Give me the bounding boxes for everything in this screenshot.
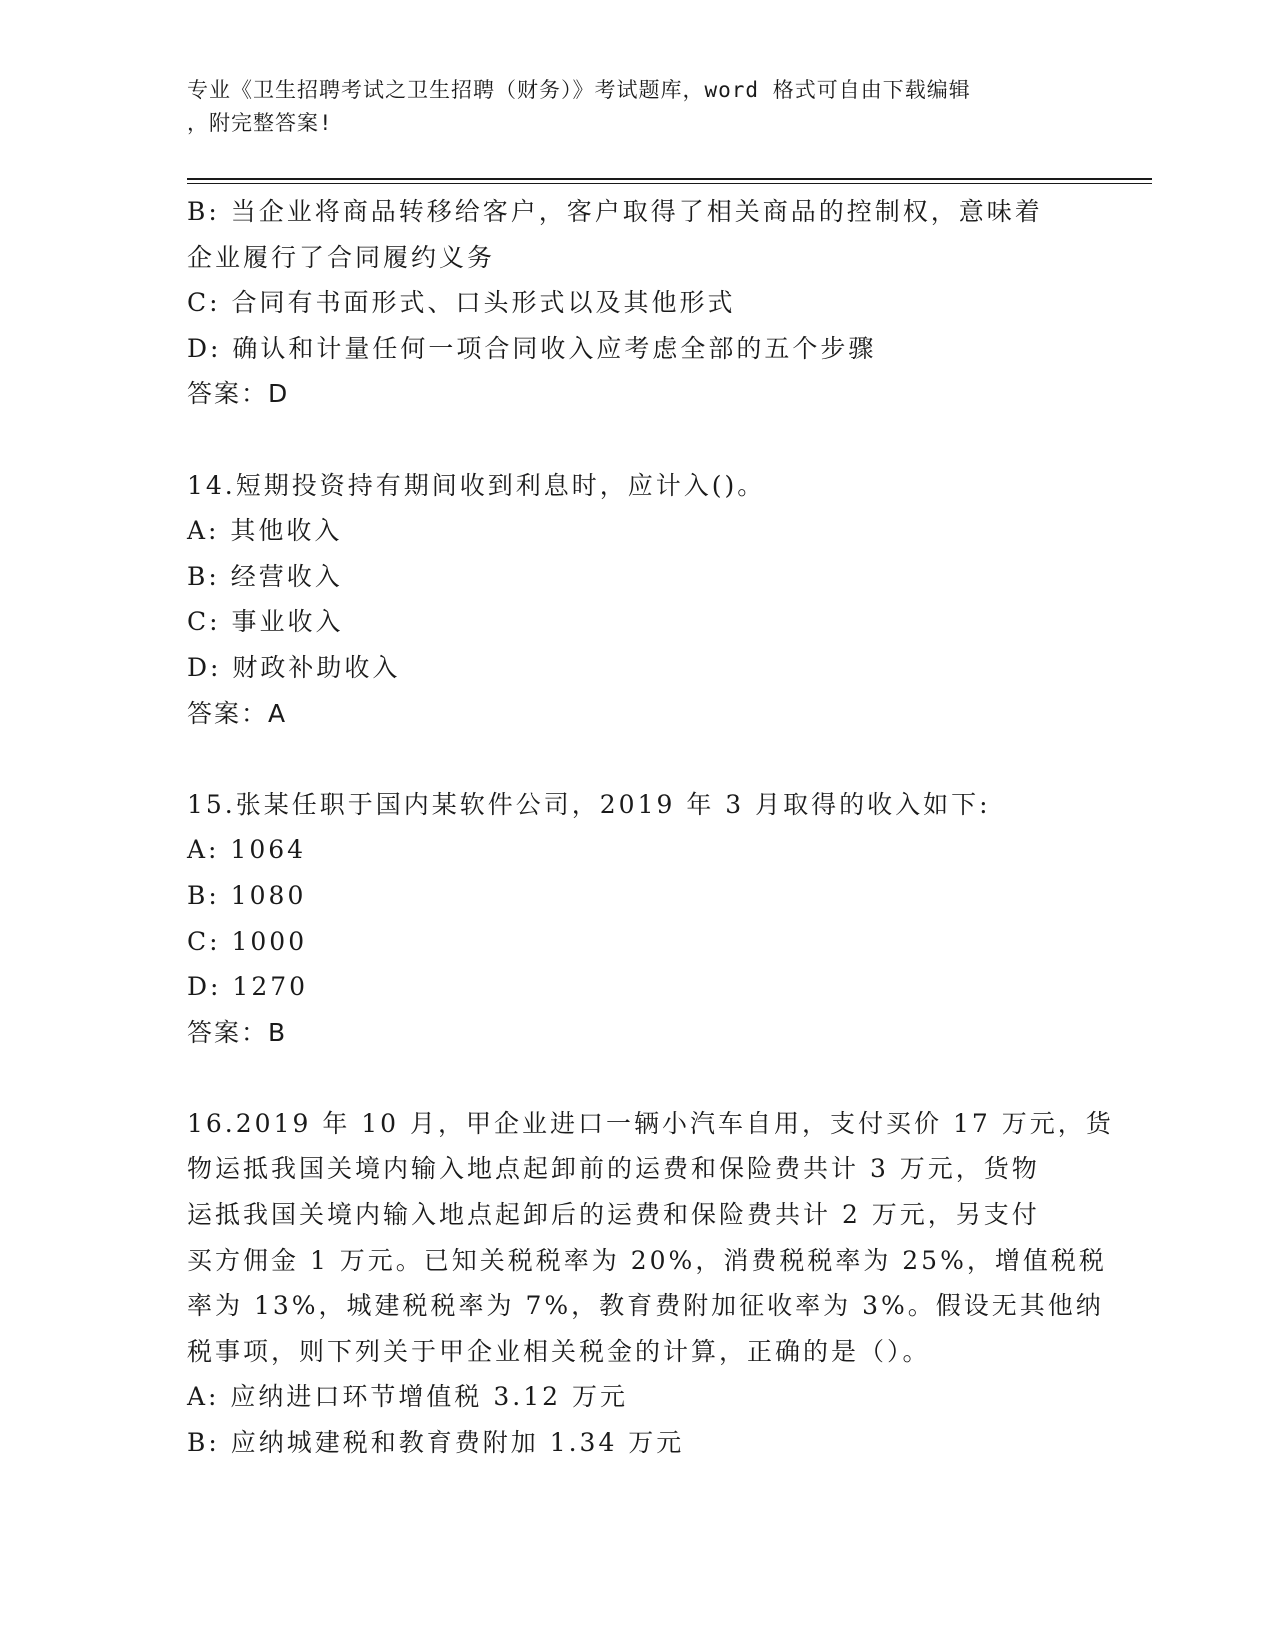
spacer: [187, 417, 1087, 463]
question-stem: 14.短期投资持有期间收到利息时，应计入()。: [187, 470, 766, 500]
question-stem-line: 买方佣金 1 万元。已知关税税率为 20%，消费税税率为 25%，增值税税: [187, 1245, 1107, 1275]
spacer: [187, 736, 1087, 782]
question-15: [187, 782, 1087, 1056]
question-stem-line: 率为 13%，城建税税率为 7%，教育费附加征收率为 3%。假设无其他纳: [187, 1291, 1104, 1321]
option-a: A: 其他收入: [187, 516, 343, 546]
option-b: B: 应纳城建税和教育费附加 1.34 万元: [187, 1428, 685, 1458]
answer-line: 答案：D: [187, 379, 290, 409]
header-divider-thick: [187, 178, 1152, 180]
answer-line: 答案：A: [187, 698, 288, 728]
header-subtitle-line: ，附完整答案!: [187, 111, 333, 135]
question-stem: 15.张某任职于国内某软件公司，2019 年 3 月取得的收入如下:: [187, 789, 991, 819]
option-b: B: 1080: [187, 880, 307, 910]
option-c: C: 事业收入: [187, 607, 344, 637]
option-b: B: 当企业将商品转移给客户，客户取得了相关商品的控制权，意味着: [187, 197, 1043, 226]
question-stem-line: 物运抵我国关境内输入地点起卸前的运费和保险费共计 3 万元，货物: [187, 1154, 1040, 1184]
document-header: [187, 74, 1087, 140]
option-a: A: 1064: [187, 835, 307, 865]
question-list: [187, 189, 1114, 1466]
question-stem-line: 运抵我国关境内输入地点起卸后的运费和保险费共计 2 万元，另支付: [187, 1200, 1040, 1230]
question-16: [187, 1101, 1114, 1466]
option-d: D: 确认和计量任何一项合同收入应考虑全部的五个步骤: [187, 333, 877, 363]
option-b-continued: 企业履行了合同履约义务: [187, 242, 496, 272]
option-b: B: 经营收入: [187, 561, 343, 591]
header-title-line: 专业《卫生招聘考试之卫生招聘（财务）》考试题库，word 格式可自由下载编辑: [187, 78, 971, 102]
question-13: [187, 189, 1087, 417]
question-14: [187, 463, 1087, 737]
answer-line: 答案：B: [187, 1017, 288, 1047]
option-c: C: 1000: [187, 926, 308, 956]
question-stem-line: 税事项，则下列关于甲企业相关税金的计算，正确的是（）。: [187, 1336, 931, 1366]
question-stem-line: 16.2019 年 10 月，甲企业进口一辆小汽车自用，支付买价 17 万元，货: [187, 1108, 1114, 1138]
spacer: [187, 1055, 1087, 1101]
option-d: D: 财政补助收入: [187, 652, 401, 682]
option-a: A: 应纳进口环节增值税 3.12 万元: [187, 1382, 628, 1412]
option-d: D: 1270: [187, 972, 309, 1002]
header-divider-thin: [187, 183, 1152, 184]
option-c: C: 合同有书面形式、口头形式以及其他形式: [187, 288, 736, 318]
